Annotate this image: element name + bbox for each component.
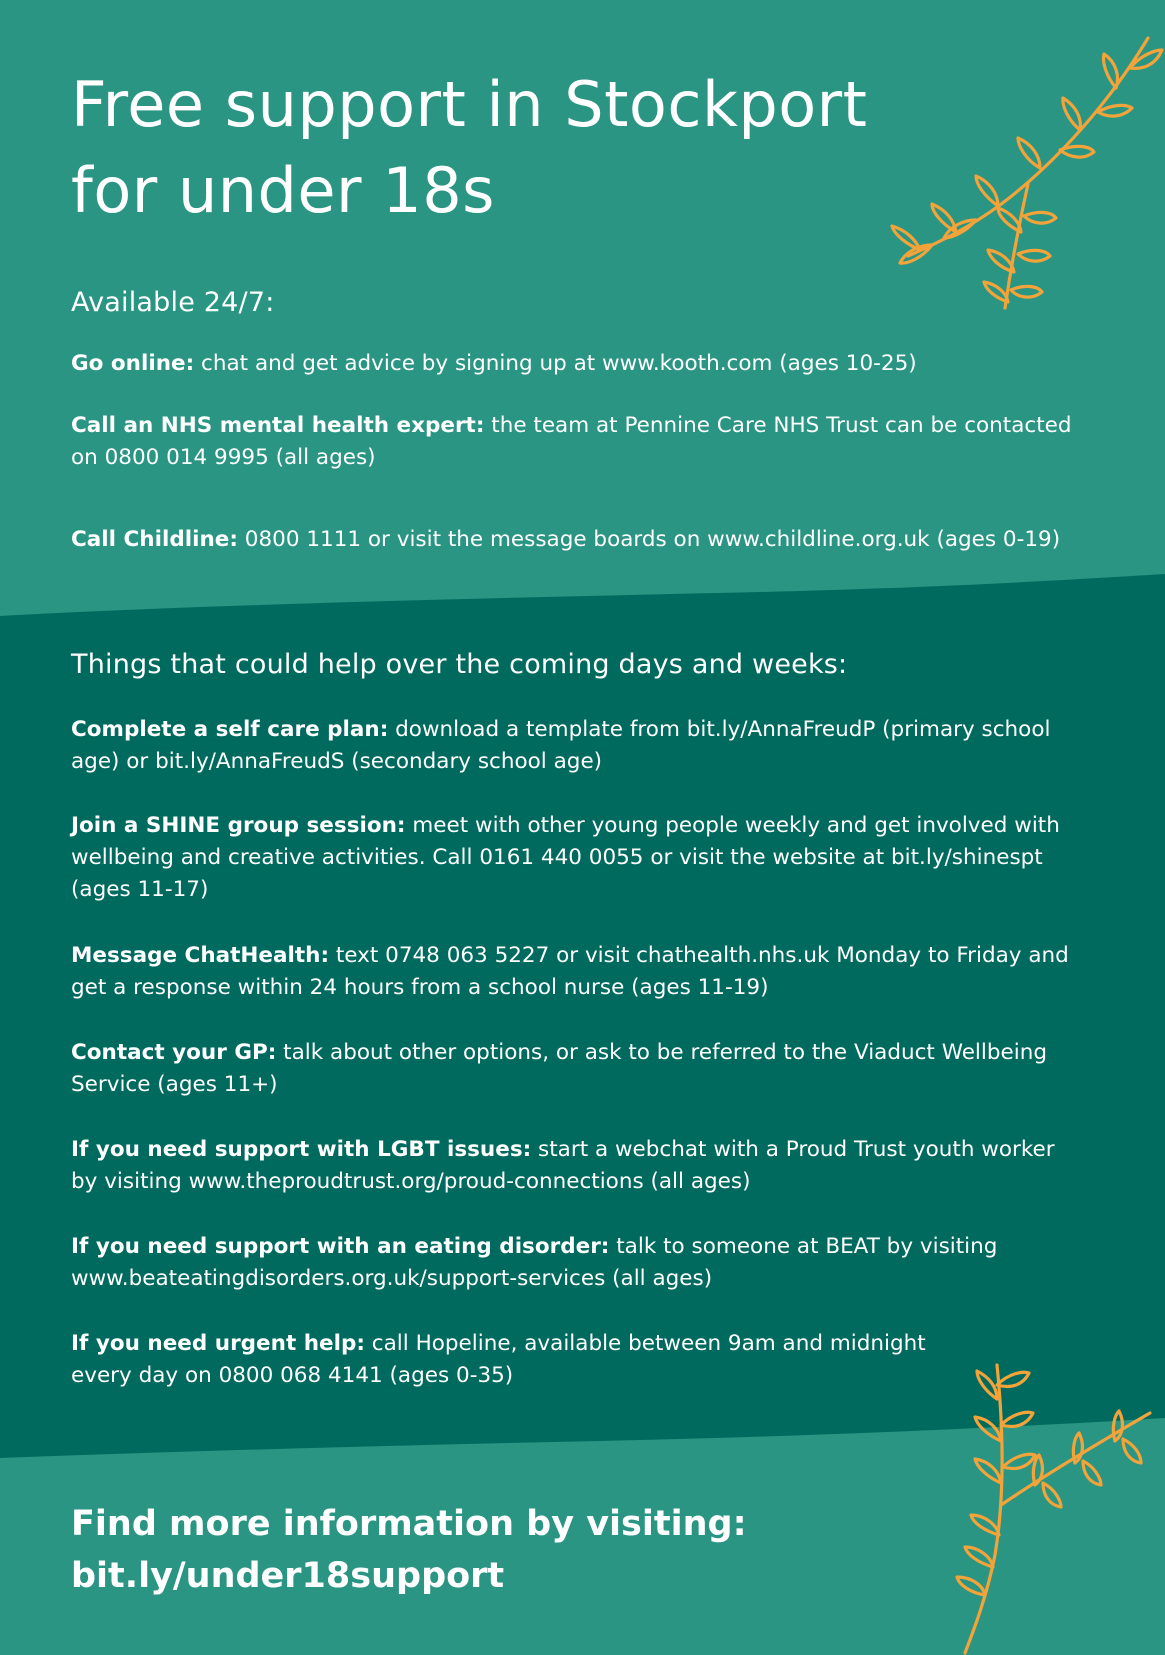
item-text: talk about other options, or ask to be referred to the Viaduct Wellbeing Service (ages 11+) [71, 1040, 1047, 1097]
item-lead: Go online: [71, 351, 195, 376]
item-lead: Contact your GP: [71, 1040, 277, 1065]
item-lead: If you need support with LGBT issues: [71, 1137, 532, 1162]
title-line-2: for under 18s [71, 154, 495, 227]
item-eating-disorder [71, 1231, 1081, 1295]
item-lead: Join a SHINE group session: [71, 813, 406, 838]
item-text: chat and get advice by signing up at www.kooth.com (ages 10-25) [194, 351, 917, 376]
item-lead: Complete a self care plan: [71, 717, 389, 742]
footer-link[interactable]: bit.ly/under18support [71, 1556, 505, 1596]
item-chathealth [71, 940, 1081, 1004]
item-text: 0800 1111 or visit the message boards on www.childline.org.uk (ages 0-19) [237, 527, 1061, 552]
item-text: text 0748 063 5227 or visit chathealth.nhs.uk Monday to Friday and get a response within 24 hours from a school nurse (ages 11-19) [71, 943, 1069, 1000]
things-heading: Things that could help over the coming days and weeks: [71, 649, 848, 680]
item-contact-gp [71, 1037, 1081, 1101]
item-lead: Call Childline: [71, 527, 238, 552]
item-self-care-plan [71, 714, 1081, 778]
item-go-online [71, 348, 1081, 380]
footer-info [71, 1498, 871, 1602]
item-urgent-help [71, 1328, 931, 1392]
item-shine-group [71, 810, 1081, 906]
item-text: meet with other young people weekly and get involved with wellbeing and creative activities. Call 0161 440 0055 or visit the website at bit.ly/shinespt (ages 11-17) [71, 813, 1060, 902]
item-text: call Hopeline, available between 9am and midnight every day on 0800 068 4141 (ages 0-35) [71, 1331, 926, 1388]
item-text: download a template from bit.ly/AnnaFreudP (primary school age) or bit.ly/AnnaFreudS (secondary school age) [71, 717, 1051, 774]
page-title [71, 62, 971, 234]
title-line-1: Free support in Stockport [71, 68, 868, 141]
item-text: the team at Pennine Care NHS Trust can be contacted on 0800 014 9995 (all ages) [71, 413, 1072, 470]
item-lgbt-support [71, 1134, 1081, 1198]
footer-line-1: Find more information by visiting: [71, 1504, 747, 1544]
item-lead: Call an NHS mental health expert: [71, 413, 485, 438]
item-childline [71, 524, 1081, 556]
item-nhs-expert [71, 410, 1081, 474]
item-text: start a webchat with a Proud Trust youth worker by visiting www.theproudtrust.org/proud-connections (all ages) [71, 1137, 1055, 1194]
item-text: talk to someone at BEAT by visiting www.beateatingdisorders.org.uk/support-services (all ages) [71, 1234, 998, 1291]
item-lead: If you need urgent help: [71, 1331, 365, 1356]
item-lead: Message ChatHealth: [71, 943, 330, 968]
item-lead: If you need support with an eating disorder: [71, 1234, 610, 1259]
available-heading: Available 24/7: [71, 287, 275, 318]
